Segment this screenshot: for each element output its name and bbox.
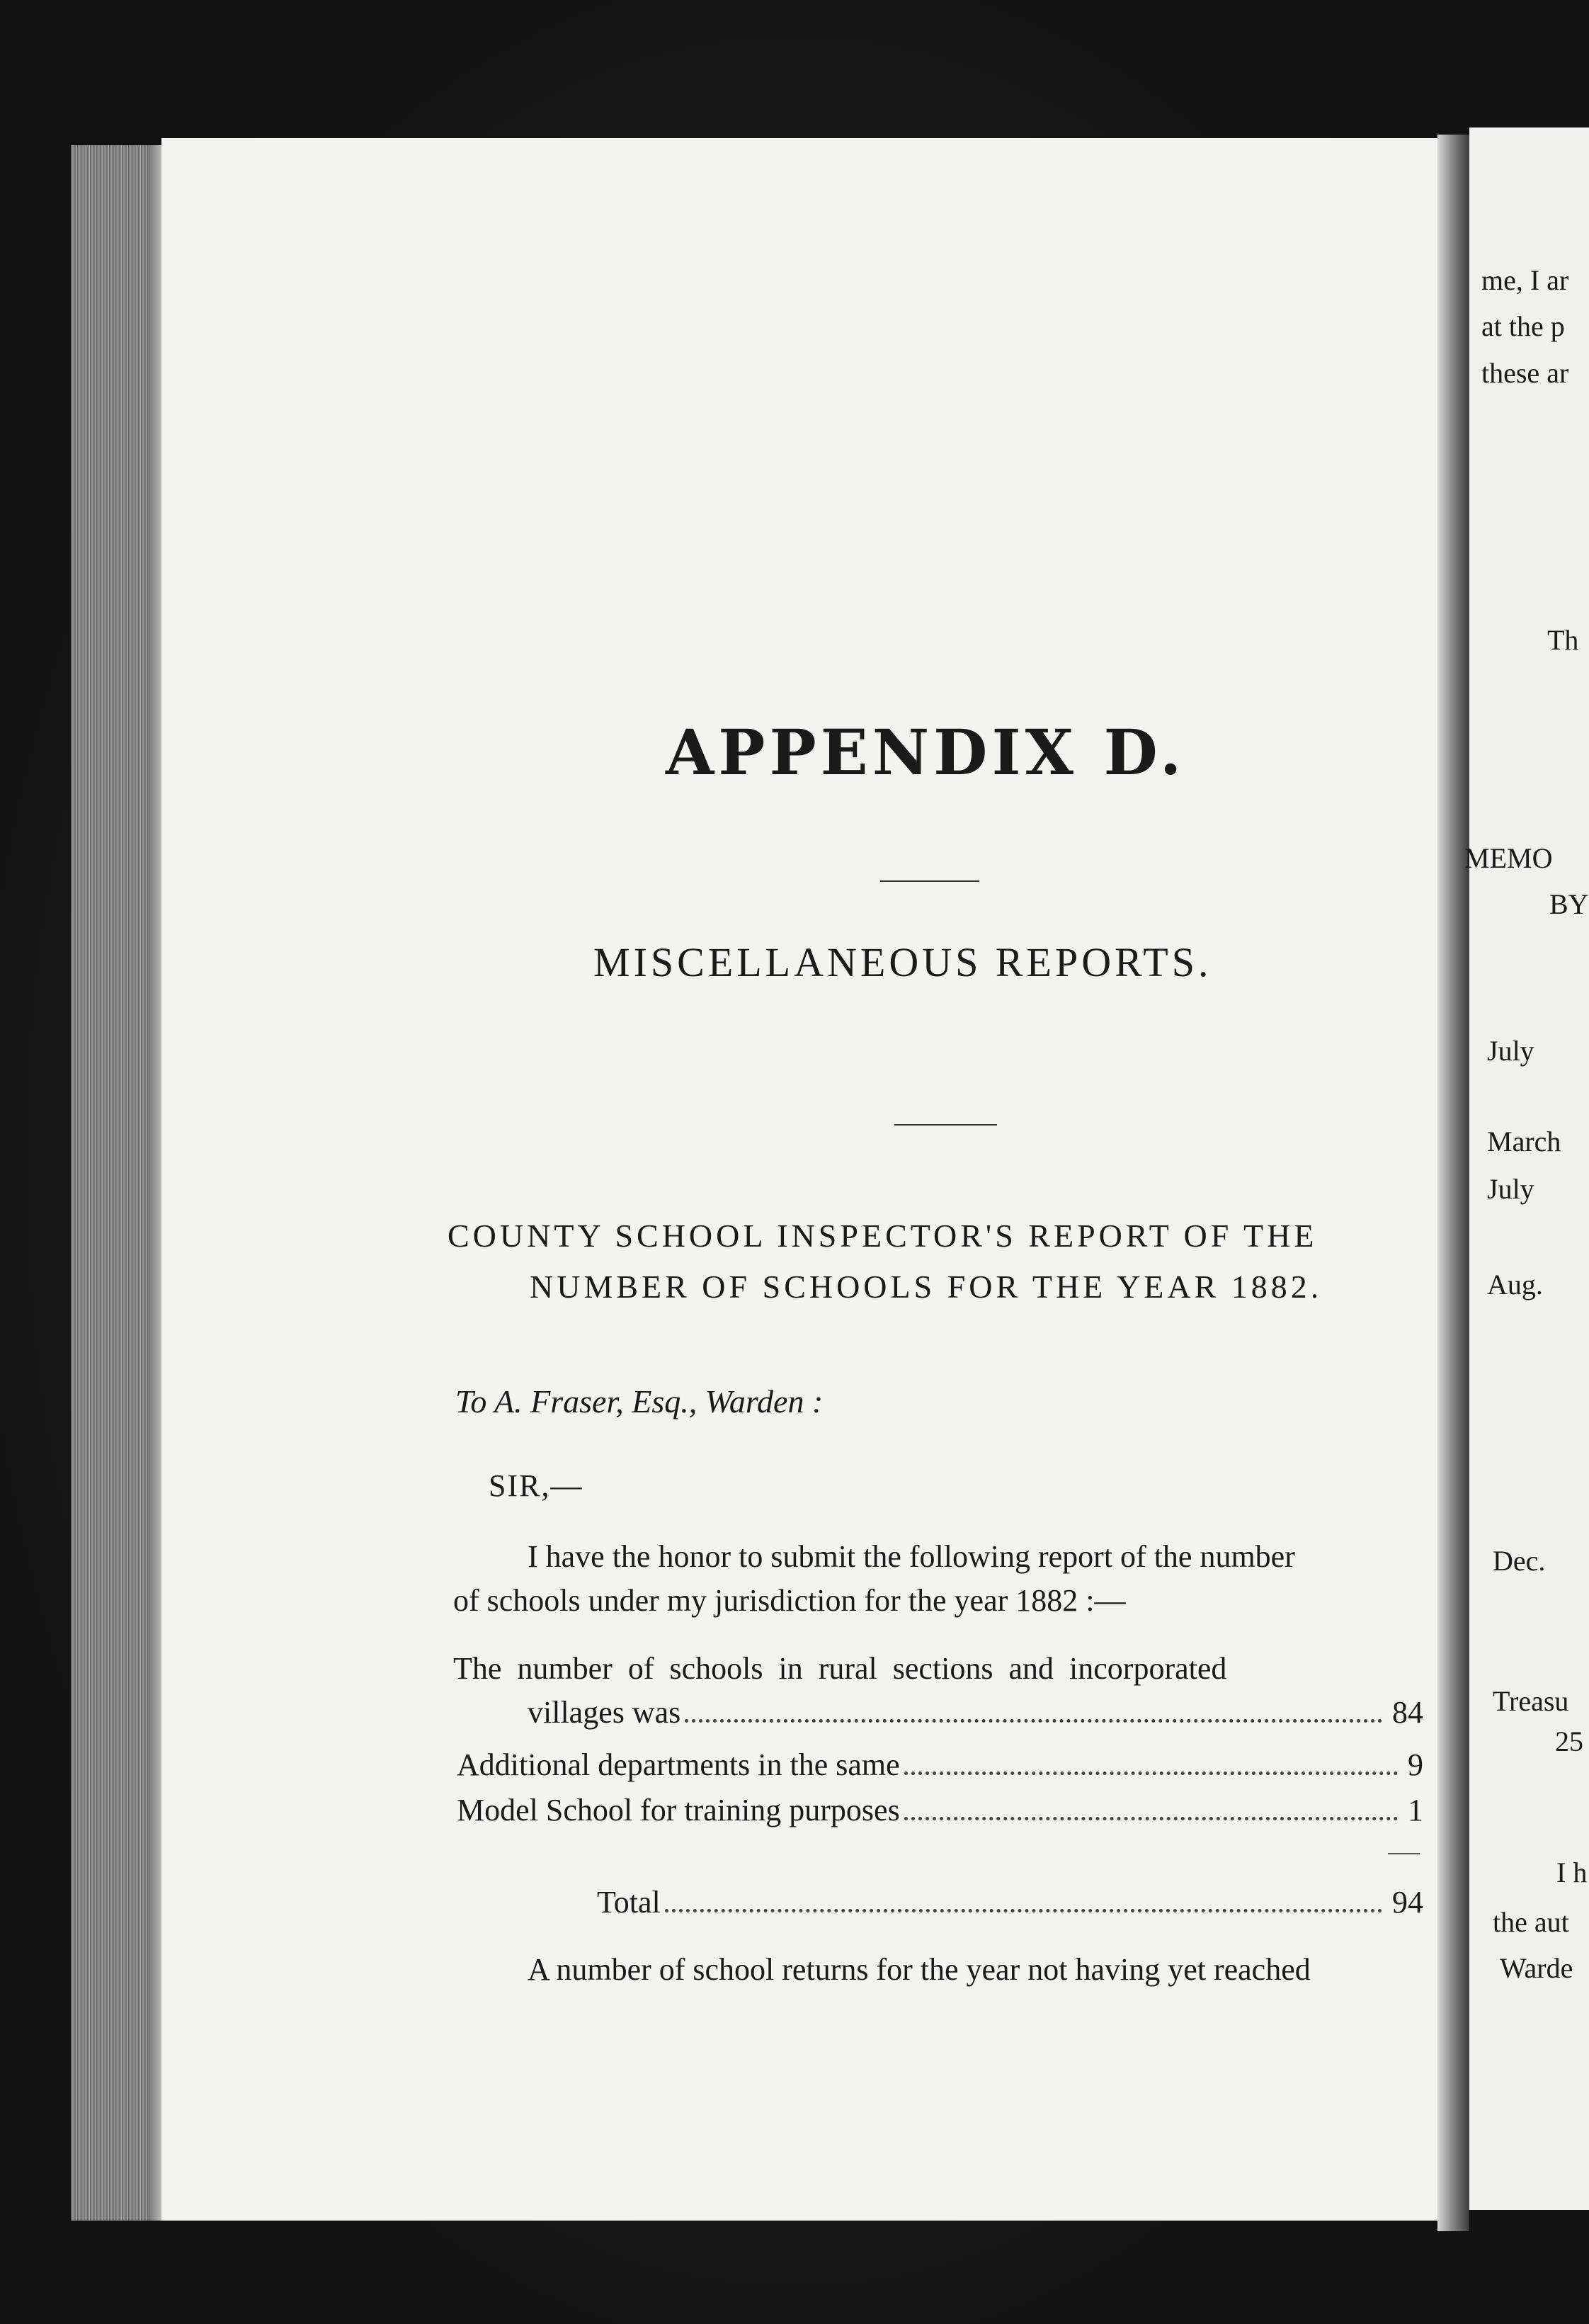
sum-rule xyxy=(1388,1853,1420,1854)
page-edges xyxy=(71,145,156,2221)
right-page-fragment: July xyxy=(1487,1035,1534,1067)
right-page-fragment: the aut xyxy=(1493,1906,1569,1938)
leader-dots xyxy=(904,1772,1398,1775)
paragraph-line: I have the honor to submit the following report of the number xyxy=(528,1539,1295,1574)
book-gutter xyxy=(1437,135,1469,2231)
tally-row xyxy=(528,1694,1423,1730)
tally-row-text: The number of schools in rural sections and incorporated xyxy=(453,1651,1227,1686)
salutation-sir: SIR,— xyxy=(489,1468,583,1503)
tally-label: Model School for training purposes xyxy=(457,1793,900,1827)
leader-dots xyxy=(904,1817,1398,1820)
leader-dots xyxy=(685,1719,1382,1723)
tally-value: 9 xyxy=(1408,1747,1423,1782)
right-page-fragment: Warde xyxy=(1500,1952,1573,1984)
right-page-fragment: at the p xyxy=(1481,310,1565,342)
tally-row xyxy=(457,1747,1423,1783)
tally-row xyxy=(457,1792,1423,1828)
right-page-fragment: I h xyxy=(1556,1857,1588,1888)
right-page-fragment: July xyxy=(1487,1173,1534,1205)
report-title-line: COUNTY SCHOOL INSPECTOR'S REPORT OF THE xyxy=(448,1218,1318,1254)
right-page-fragment: Th xyxy=(1547,624,1579,656)
right-page-fragment: Treasu xyxy=(1493,1685,1569,1717)
appendix-heading: APPENDIX D. xyxy=(666,715,1186,789)
divider-rule xyxy=(894,1124,997,1126)
tally-label: Additional departments in the same xyxy=(457,1747,900,1782)
section-title: MISCELLANEOUS REPORTS. xyxy=(593,939,1212,985)
tally-value: 84 xyxy=(1392,1695,1423,1730)
total-value: 94 xyxy=(1392,1885,1423,1920)
total-row xyxy=(597,1884,1423,1920)
right-page-fragment: these ar xyxy=(1481,357,1569,389)
right-page-fragment: March xyxy=(1487,1126,1561,1157)
right-page xyxy=(1469,127,1589,2210)
right-page-fragment: Aug. xyxy=(1487,1269,1543,1300)
right-page-fragment: MEMO xyxy=(1464,842,1553,874)
closing-line: A number of school returns for the year not having yet reached xyxy=(528,1952,1311,1987)
tally-label: villages was xyxy=(528,1695,681,1730)
divider-rule xyxy=(880,880,979,882)
right-page-fragment: me, I ar xyxy=(1481,264,1569,296)
leader-dots xyxy=(665,1909,1382,1912)
right-page-fragment: BY xyxy=(1549,888,1589,920)
right-page-fragment: 25 xyxy=(1555,1725,1583,1757)
paragraph-line: of schools under my jurisdiction for the year 1882 :— xyxy=(453,1583,1126,1618)
salutation-to: To A. Fraser, Esq., Warden : xyxy=(455,1383,824,1419)
report-title-line: NUMBER OF SCHOOLS FOR THE YEAR 1882. xyxy=(530,1269,1323,1305)
tally-value: 1 xyxy=(1408,1793,1423,1827)
right-page-fragment: Dec. xyxy=(1493,1545,1546,1577)
total-label: Total xyxy=(597,1885,661,1920)
